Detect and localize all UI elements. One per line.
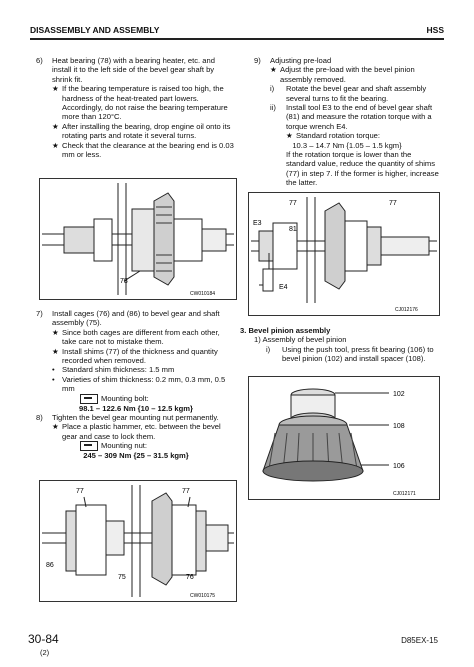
callout-106: 106 xyxy=(393,463,405,470)
callout-e4: E4 xyxy=(279,284,288,291)
section-3-step-1: 1) Assembly of bevel pinion xyxy=(254,335,347,345)
figure-code: CJ012176 xyxy=(395,307,418,313)
mounting-nut-torque: 245 – 309 Nm {25 – 31.5 kgm} xyxy=(83,451,189,461)
figure-preload-measure xyxy=(248,192,440,316)
star-icon: ★ xyxy=(52,121,59,131)
step-9-note-1: ★ Adjust the pre-load with the bevel pinion assembly removed. xyxy=(270,65,415,84)
step-8 xyxy=(36,413,236,422)
step-6-number: 6) xyxy=(36,56,43,65)
step-7-text: Install cages (76) and (86) to bevel gear and shaft assembly (75). xyxy=(52,309,220,328)
right-column-top xyxy=(254,56,440,188)
mounting-nut-line: Mounting nut: xyxy=(36,441,236,451)
bevel-pinion-drawing xyxy=(249,377,439,499)
figure-bevel-pinion xyxy=(248,376,440,500)
callout-86: 86 xyxy=(46,562,54,569)
page-number: 30-84 xyxy=(28,632,59,646)
header-system-code: HSS xyxy=(426,25,444,35)
figure-code: CW010175 xyxy=(190,593,216,599)
mounting-bolt-torque: 98.1 – 122.6 Nm {10 – 12.5 kgm} xyxy=(79,403,193,413)
mounting-bolt-line: Mounting bolt: xyxy=(36,394,236,404)
bearing-install-drawing xyxy=(40,179,236,299)
figure-bearing-install xyxy=(39,178,237,300)
callout-108: 108 xyxy=(393,423,405,430)
section-3-step-i: i) Using the push tool, press fit bearing (106) to bevel pinion (102) and install spacer (108). xyxy=(266,344,434,364)
right-column-bottom xyxy=(240,326,440,364)
callout-75: 75 xyxy=(118,574,126,581)
standard-torque-value: 10.3 – 14.7 Nm {1.05 – 1.5 kgm} xyxy=(292,140,402,150)
star-icon: ★ xyxy=(52,140,59,150)
step-6-note-3: ★ Check that the clearance at the bearing end is 0.03 mm or less. xyxy=(52,140,234,160)
step-7-note-2: ★ Install shims (77) of the thickness and quantity recorded when removed. xyxy=(52,346,218,366)
star-icon: ★ xyxy=(52,422,59,432)
callout-102: 102 xyxy=(393,391,405,398)
step-9-adjust-note: If the rotation torque is lower than the standard value, reduce the quantity of shims (77) in step 7. If the former is higher, increase the latter. xyxy=(286,150,439,188)
page-header xyxy=(30,22,444,40)
figure-code: CJ012171 xyxy=(393,491,416,497)
star-icon: ★ xyxy=(270,65,277,75)
step-9-text: Adjusting pre-load xyxy=(270,56,332,65)
standard-torque-label: ★ Standard rotation torque: xyxy=(286,131,381,141)
step-9-i: i) Rotate the bevel gear and shaft assembly several turns to fit the bearing. xyxy=(270,84,427,103)
torque-wrench-icon xyxy=(80,394,98,404)
step-8-note-1: ★ Place a plastic hammer, etc. between the bevel gear and case to lock them. xyxy=(52,422,221,441)
step-8-number: 8) xyxy=(36,413,43,423)
star-icon: ★ xyxy=(52,84,59,94)
revision-number: (2) xyxy=(40,648,50,657)
step-7-note-1: ★ Since both cages are different from each other, take care not to mistake them. xyxy=(52,327,220,347)
star-icon: ★ xyxy=(52,327,59,337)
bullet-icon: • xyxy=(52,365,55,375)
torque-wrench-icon xyxy=(80,441,98,451)
section-3-heading: 3. Bevel pinion assembly xyxy=(240,326,331,335)
step-6-note-2: ★ After installing the bearing, drop engine oil onto its rotating parts and rotate it several turns. xyxy=(52,121,231,141)
model-name: D85EX-15 xyxy=(401,636,438,645)
callout-81: 81 xyxy=(289,226,297,233)
callout-e3: E3 xyxy=(253,220,262,227)
star-icon: ★ xyxy=(286,131,293,141)
left-column-bottom xyxy=(36,309,236,461)
bullet-icon: • xyxy=(52,374,55,384)
step-6-note-1: ★ If the bearing temperature is raised too high, the hardness of the heat-treated part lowers. Accordingly, do not raise the bearing temperature more than 120°C. xyxy=(52,84,228,122)
preload-measure-drawing xyxy=(249,193,439,315)
callout-76: 76 xyxy=(186,574,194,581)
left-column-top xyxy=(36,56,236,159)
header-section-title: DISASSEMBLY AND ASSEMBLY xyxy=(30,25,160,35)
star-icon: ★ xyxy=(52,346,59,356)
step-6 xyxy=(36,56,236,84)
step-9-number: 9) xyxy=(254,56,261,65)
step-7-detail-1: • Standard shim thickness: 1.5 mm xyxy=(52,365,175,375)
callout-77-right: 77 xyxy=(182,488,190,495)
cage-install-drawing xyxy=(40,481,236,601)
step-7 xyxy=(36,309,236,328)
step-7-number: 7) xyxy=(36,309,43,318)
step-7-detail-2: • Varieties of shim thickness: 0.2 mm, 0.3 mm, 0.5 mm xyxy=(52,374,226,394)
figure-code: CW010184 xyxy=(190,291,216,297)
callout-77-right: 77 xyxy=(389,200,397,207)
figure-cage-install xyxy=(39,480,237,602)
step-9-ii: ii) Install tool E3 to the end of bevel gear shaft (81) and measure the rotation torque with a torque wrench E4. xyxy=(270,103,433,131)
callout-77-left: 77 xyxy=(76,488,84,495)
step-9 xyxy=(254,56,440,65)
step-6-text: Heat bearing (78) with a bearing heater, etc. and install it to the left side of the bevel gear shaft by shrink fit. xyxy=(52,56,215,84)
callout-77-left: 77 xyxy=(289,200,297,207)
callout-78: 78 xyxy=(120,278,128,285)
step-8-text: Tighten the bevel gear mounting nut permanently. xyxy=(52,413,219,423)
